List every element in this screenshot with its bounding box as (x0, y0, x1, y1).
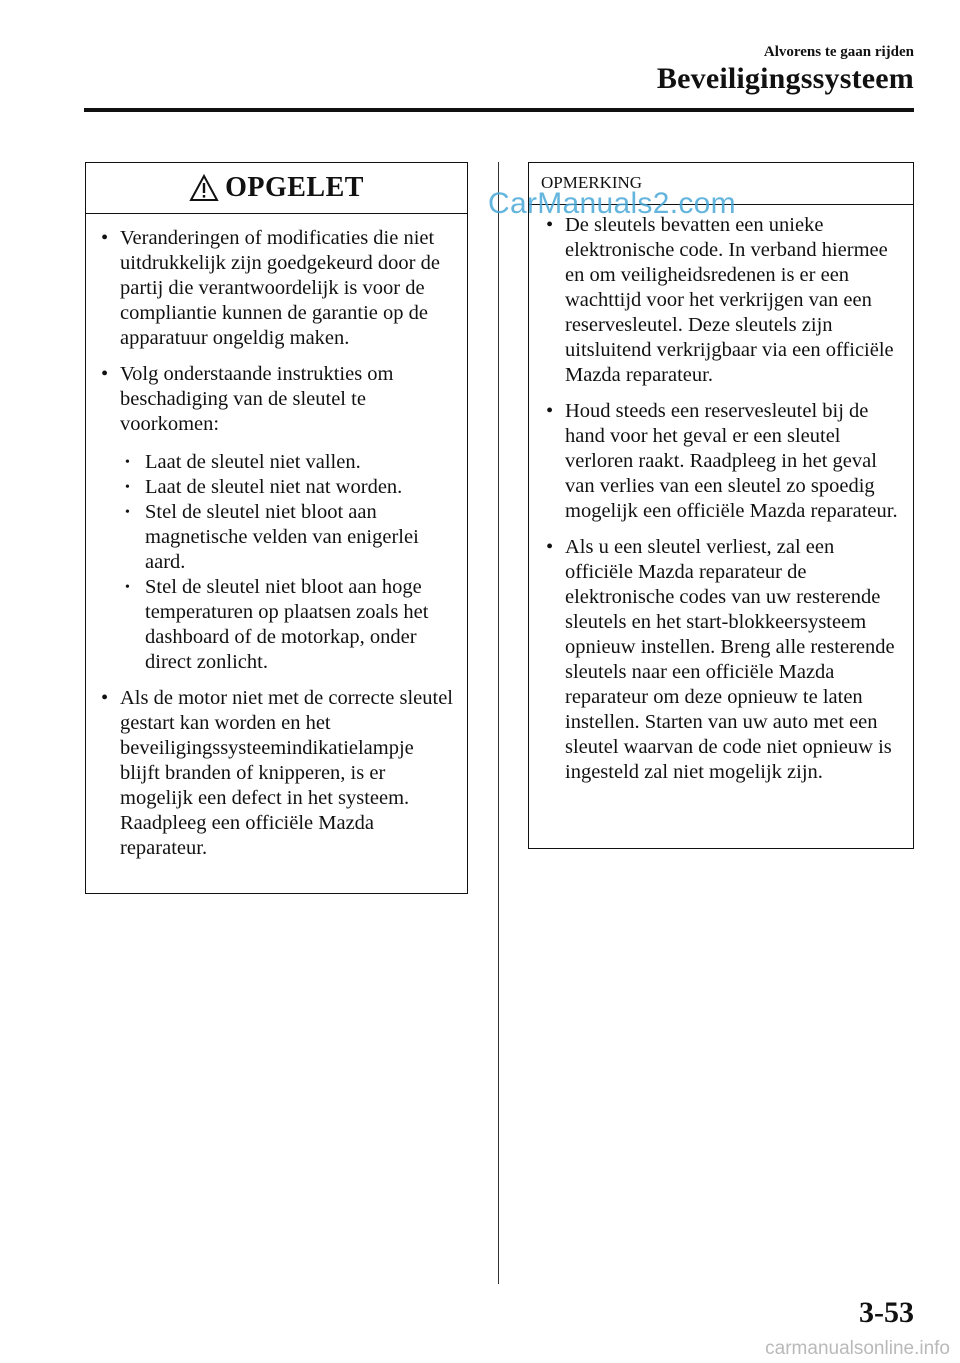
caution-sub-bullet: • Laat de sleutel niet nat worden. (123, 475, 457, 500)
note-box (528, 162, 914, 849)
note-bullet: • De sleutels bevatten een unieke elektronische code. In verband hiermee en om veiligheidsredenen is er een wachttijd voor het verkrijgen van een reservesleutel. Deze sleutels zijn uitsluitend verkrijgbaar via een officiële Mazda reparateur. (543, 213, 903, 388)
caution-bullet-text: Volg onderstaande instrukties om beschadiging van de sleutel te voorkomen: (120, 363, 394, 435)
caution-header (86, 163, 467, 214)
header-chapter: Alvorens te gaan rijden (763, 44, 914, 60)
caution-sub-bullet: • Stel de sleutel niet bloot aan hoge temperaturen op plaatsen zoals het dashboard of de motorkap, onder direct zonlicht. (123, 575, 457, 675)
header-rule (84, 108, 914, 112)
warning-triangle-icon (189, 174, 219, 202)
header-title: Beveiligingssysteem (656, 62, 914, 95)
note-bullet: • Houd steeds een reservesleutel bij de hand voor het geval er een sleutel verloren raakt. Raadpleeg in het geval van verlies van een sleutel zo spoedig mogelijk een officiële Mazda reparateur. (543, 399, 903, 524)
caution-sub-bullet: • Stel de sleutel niet bloot aan magnetische velden van enigerlei aard. (123, 500, 457, 575)
page-number: 3-53 (859, 1296, 914, 1329)
caution-box (85, 162, 468, 894)
note-bullet: • Als u een sleutel verliest, zal een officiële Mazda reparateur de elektronische codes van uw resterende sleutels en het start-blokkeersysteem opnieuw instellen. Breng alle resterende sleutels naar een officiële Mazda reparateur om deze opnieuw te laten instellen. Starten van uw auto met een sleutel waarvan de code niet opnieuw is ingesteld zal niet mogelijk zijn. (543, 535, 903, 785)
caution-body (86, 214, 467, 861)
caution-title: OPGELET (225, 172, 364, 203)
caution-bullet (98, 362, 457, 675)
caution-bullet: • Veranderingen of modificaties die niet uitdrukkelijk zijn goedgekeurd door de partij die verantwoordelijk is voor de compliantie kunnen de garantie op de apparatuur ongeldig maken. (98, 226, 457, 351)
note-body (529, 205, 913, 785)
watermark-top: CarManuals2.com (488, 187, 736, 220)
watermark-bottom: carmanualsonline.info (765, 1338, 950, 1359)
note-title: OPMERKING (529, 163, 913, 205)
caution-sub-bullet: • Laat de sleutel niet vallen. (123, 450, 457, 475)
caution-sub-list (123, 450, 457, 675)
caution-bullet: • Als de motor niet met de correcte sleutel gestart kan worden en het beveiligingssysteemindikatielampje blijft branden of knipperen, is er mogelijk een defect in het systeem. Raadpleeg een officiële Mazda reparateur. (98, 686, 457, 861)
column-divider (498, 162, 499, 1284)
